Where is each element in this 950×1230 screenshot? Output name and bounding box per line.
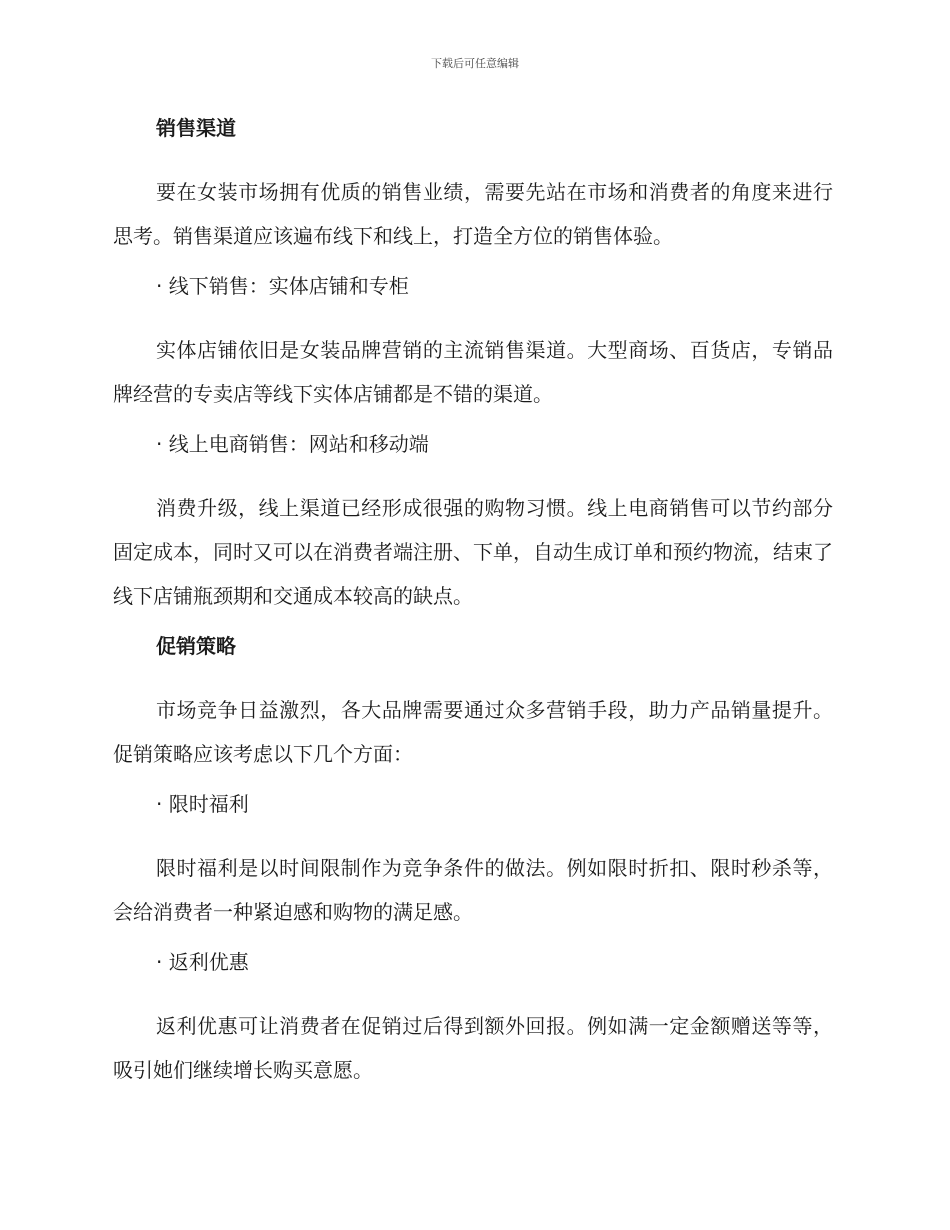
paragraph-online-sales: 消费升级，线上渠道已经形成很强的购物习惯。线上电商销售可以节约部分固定成本，同时又可以在消费者端注册、下单，自动生成订单和预约物流，结束了线下店铺瓶颈期和交通成本较高的缺点。 [113,496,833,608]
document-body [113,112,833,1104]
bullet-online-sales: · 线上电商销售：网站和移动端 [156,432,429,456]
section-heading-sales-channels: 销售渠道 [156,116,236,140]
bullet-rebate-discount: · 返利优惠 [156,950,249,974]
section-intro-sales-channels: 要在女装市场拥有优质的销售业绩，需要先站在市场和消费者的角度来进行思考。销售渠道应该遍布线下和线上，打造全方位的销售体验。 [113,180,833,248]
bullet-offline-sales: · 线下销售：实体店铺和专柜 [156,274,409,298]
paragraph-rebate-discount: 返利优惠可让消费者在促销过后得到额外回报。例如满一定金额赠送等等，吸引她们继续增长购买意愿。 [113,1014,833,1082]
section-heading-promotion-strategy: 促销策略 [156,634,236,658]
paragraph-offline-sales: 实体店铺依旧是女装品牌营销的主流销售渠道。大型商场、百货店，专销品牌经营的专卖店等线下实体店铺都是不错的渠道。 [113,338,833,406]
section-intro-promotion-strategy: 市场竞争日益激烈，各大品牌需要通过众多营销手段，助力产品销量提升。促销策略应该考虑以下几个方面： [113,698,833,766]
header-note: 下载后可任意编辑 [431,57,519,70]
bullet-limited-time-offer: · 限时福利 [156,792,249,816]
paragraph-limited-time-offer: 限时福利是以时间限制作为竞争条件的做法。例如限时折扣、限时秒杀等，会给消费者一种紧迫感和购物的满足感。 [113,856,833,924]
